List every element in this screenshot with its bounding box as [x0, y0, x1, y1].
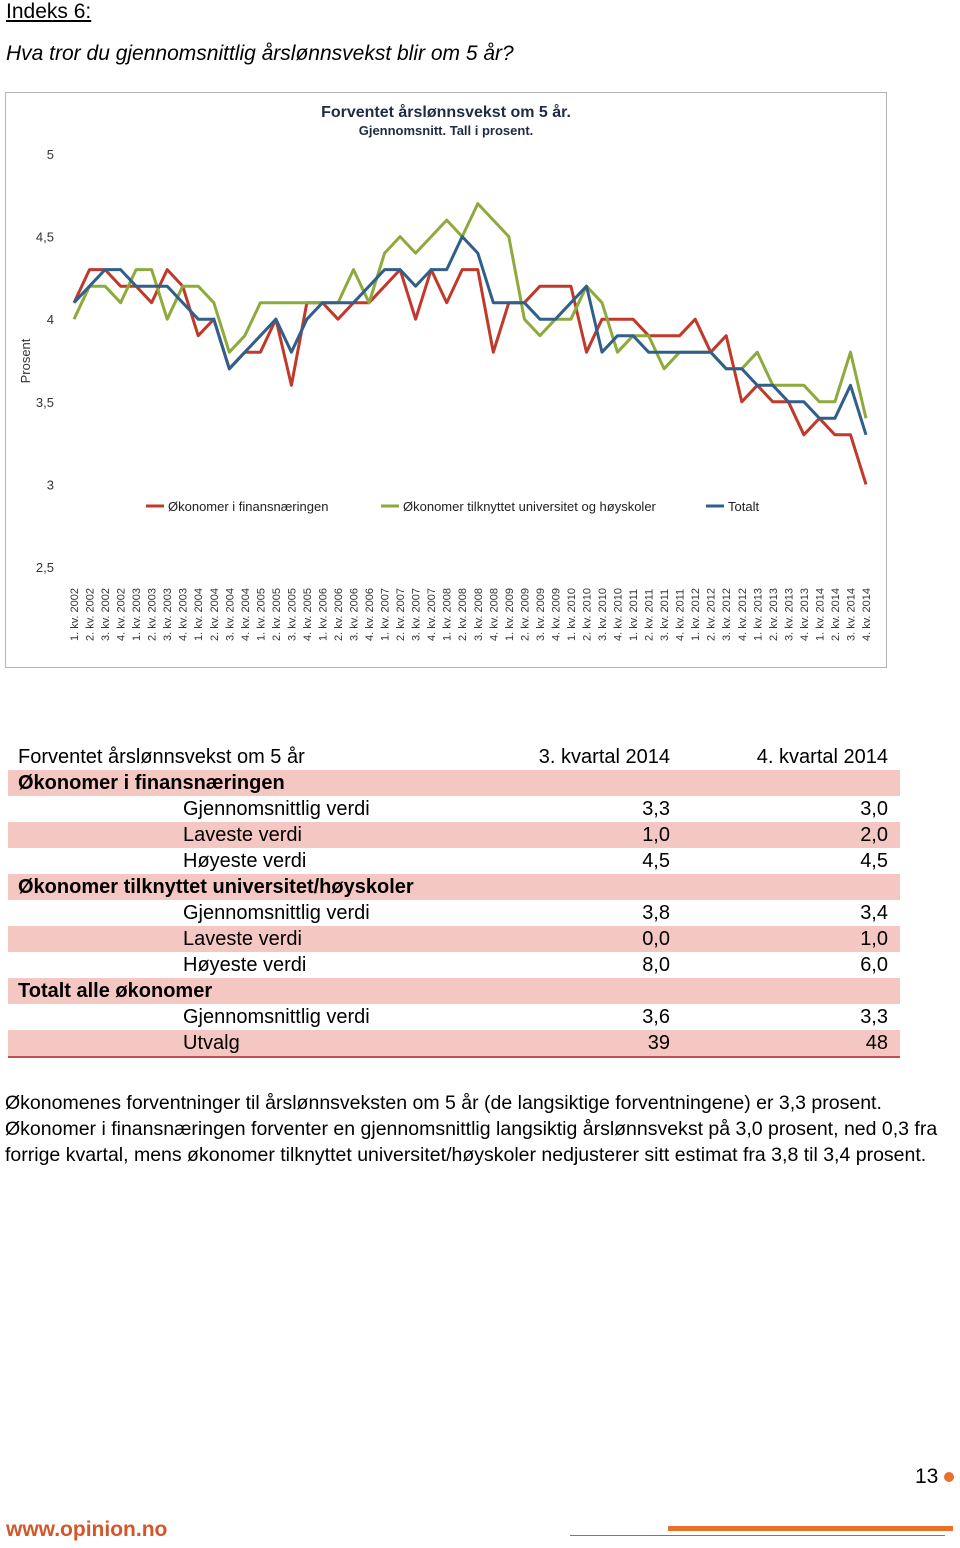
- x-tick-label: 3. kv. 2010: [597, 588, 609, 641]
- index-label: Indeks 6:: [6, 0, 92, 23]
- x-tick-label: 1. kv. 2014: [814, 588, 827, 641]
- x-tick-label: 4. kv. 2006: [364, 588, 377, 641]
- table-cell-col2: 3,4: [860, 902, 888, 924]
- table-row: [8, 926, 900, 952]
- x-tick-label: 1. kv. 2012: [690, 588, 703, 641]
- x-tick-label: 3. kv. 2013: [783, 588, 796, 641]
- x-tick-label: 3. kv. 2009: [534, 588, 547, 641]
- y-tick-label: 3: [46, 477, 54, 493]
- x-tick-label: 3. kv. 2005: [286, 588, 299, 641]
- table-header-col2: 4. kvartal 2014: [756, 746, 888, 768]
- results-table: [8, 744, 900, 1058]
- legend-label: Økonomer tilknyttet universitet og høyskoler: [403, 499, 656, 514]
- table-cell-col1: 3,8: [642, 902, 670, 924]
- x-tick-label: 2. kv. 2009: [519, 588, 532, 641]
- table-row-label: Laveste verdi: [183, 824, 302, 846]
- table-cell-col2: 6,0: [860, 954, 888, 976]
- x-tick-label: 2. kv. 2013: [767, 588, 780, 641]
- x-tick-label: 2. kv. 2008: [457, 588, 470, 641]
- table-cell-col2: 4,5: [860, 850, 888, 872]
- x-tick-label: 3. kv. 2011: [659, 588, 672, 641]
- x-tick-label: 2. kv. 2012: [705, 588, 718, 641]
- x-tick-label: 3. kv. 2008: [472, 588, 485, 641]
- x-tick-label: 4. kv. 2004: [239, 588, 252, 641]
- table-row: [8, 952, 900, 978]
- page-dot-icon: [944, 1472, 954, 1482]
- table-row-label: Høyeste verdi: [183, 954, 307, 976]
- table-row: [8, 1004, 900, 1030]
- table-row: [8, 900, 900, 926]
- x-tick-label: 1. kv. 2009: [503, 588, 516, 641]
- chart-subtitle: Gjennomsnitt. Tall i prosent.: [358, 123, 534, 138]
- footer-accent-bar: [668, 1526, 953, 1531]
- table-cell-col1: 8,0: [642, 954, 670, 976]
- x-tick-label: 2. kv. 2007: [395, 588, 408, 641]
- table-row: [8, 796, 900, 822]
- x-tick-label: 4. kv. 2010: [612, 588, 625, 641]
- x-tick-label: 3. kv. 2006: [348, 588, 361, 641]
- table-cell-col1: 4,5: [642, 850, 670, 872]
- x-tick-label: 3. kv. 2004: [224, 588, 237, 641]
- y-tick-label: 3,5: [35, 394, 54, 410]
- table-header-label: Forventet årslønnsvekst om 5 år: [18, 746, 305, 768]
- chart-frame: [5, 92, 887, 668]
- table-row: [8, 822, 900, 848]
- x-tick-label: 1. kv. 2007: [379, 588, 392, 641]
- y-tick-label: 4: [46, 312, 54, 328]
- series-line-2: [74, 237, 866, 435]
- x-tick-label: 4. kv. 2002: [115, 588, 128, 641]
- table-cell-col2: 2,0: [860, 824, 888, 846]
- x-tick-label: 1. kv. 2002: [69, 588, 81, 641]
- x-tick-label: 4. kv. 2012: [736, 588, 749, 641]
- table-row-label: Gjennomsnittlig verdi: [183, 902, 370, 924]
- question-text: Hva tror du gjennomsnittlig årslønnsvekst blir om 5 år?: [6, 42, 514, 65]
- table-cell-col1: 1,0: [642, 824, 670, 846]
- x-tick-label: 1. kv. 2006: [317, 588, 330, 641]
- x-tick-label: 1. kv. 2004: [193, 588, 206, 641]
- x-tick-label: 1. kv. 2003: [131, 588, 144, 641]
- table-row-label: Gjennomsnittlig verdi: [183, 1006, 370, 1028]
- x-tick-label: 2. kv. 2011: [643, 588, 656, 641]
- chart-title: Forventet årslønnsvekst om 5 år.: [321, 104, 571, 121]
- y-tick-label: 5: [46, 147, 54, 162]
- table-cell-col2: 3,0: [860, 798, 888, 820]
- x-tick-label: 4. kv. 2008: [488, 588, 501, 641]
- y-tick-label: 4,5: [35, 229, 54, 245]
- series-line-1: [74, 204, 866, 419]
- table-header-row: [8, 744, 900, 770]
- x-tick-label: 3. kv. 2007: [410, 588, 423, 641]
- x-tick-label: 2. kv. 2014: [829, 588, 842, 641]
- x-tick-label: 3. kv. 2003: [162, 588, 175, 641]
- x-tick-label: 2. kv. 2005: [270, 588, 283, 641]
- table-cell-col1: 0,0: [642, 928, 670, 950]
- x-tick-label: 4. kv. 2003: [177, 588, 190, 641]
- table-cell-col1: 39: [647, 1032, 670, 1054]
- x-tick-label: 4. kv. 2007: [426, 588, 439, 641]
- line-chart: [6, 93, 886, 667]
- table-cell-col2: 48: [865, 1032, 888, 1054]
- legend-label: Totalt: [728, 499, 760, 514]
- x-tick-label: 4. kv. 2014: [861, 588, 873, 641]
- x-tick-label: 3. kv. 2014: [845, 588, 858, 641]
- table-row: [8, 1030, 900, 1058]
- legend-label: Økonomer i finansnæringen: [168, 499, 329, 514]
- table-row: [8, 848, 900, 874]
- table-cell-col1: 3,3: [642, 798, 670, 820]
- x-tick-label: 4. kv. 2009: [550, 588, 563, 641]
- table-row-label: Høyeste verdi: [183, 850, 307, 872]
- x-tick-label: 1. kv. 2008: [441, 588, 454, 641]
- x-tick-label: 3. kv. 2012: [721, 588, 734, 641]
- y-axis-label: Prosent: [18, 338, 33, 384]
- x-tick-label: 2. kv. 2003: [146, 588, 159, 641]
- y-tick-label: 2,5: [35, 560, 54, 575]
- x-tick-label: 1. kv. 2005: [255, 588, 268, 641]
- table-header-col1: 3. kvartal 2014: [538, 746, 670, 768]
- table-group-row: [8, 978, 900, 1004]
- x-tick-label: 1. kv. 2013: [752, 588, 765, 641]
- x-tick-label: 2. kv. 2002: [84, 588, 97, 641]
- table-row-label: Laveste verdi: [183, 928, 302, 950]
- table-row-label: Utvalg: [183, 1032, 240, 1054]
- x-tick-label: 4. kv. 2005: [301, 588, 314, 641]
- x-tick-label: 2. kv. 2010: [581, 588, 594, 641]
- table-group-row: [8, 770, 900, 796]
- table-cell-col1: 3,6: [642, 1006, 670, 1028]
- x-tick-label: 2. kv. 2004: [208, 588, 221, 641]
- table-cell-col2: 1,0: [860, 928, 888, 950]
- page-number: 13: [915, 1465, 939, 1488]
- table-group-row: [8, 874, 900, 900]
- footer-divider: [570, 1535, 945, 1536]
- x-tick-label: 3. kv. 2002: [100, 588, 113, 641]
- table-group-label: Totalt alle økonomer: [18, 980, 213, 1002]
- x-tick-label: 2. kv. 2006: [333, 588, 345, 641]
- x-tick-label: 1. kv. 2010: [565, 588, 578, 641]
- table-group-label: Økonomer tilknyttet universitet/høyskoler: [18, 876, 414, 898]
- table-body: [8, 770, 900, 1058]
- series-line-0: [74, 270, 866, 485]
- table-row-label: Gjennomsnittlig verdi: [183, 798, 370, 820]
- x-tick-label: 4. kv. 2011: [674, 588, 687, 641]
- x-tick-label: 1. kv. 2011: [628, 588, 641, 641]
- footer-url: www.opinion.no: [6, 1518, 168, 1541]
- x-tick-label: 4. kv. 2013: [798, 588, 811, 641]
- summary-paragraph: Økonomenes forventninger til årslønnsveksten om 5 år (de langsiktige forventningene) er 3,3 prosent. Økonomer i finansnæringen forventer en gjennomsnittlig langsiktig årslønnsvekst på 3,0 prosent, ned 0,3 fra forrige kvartal, mens økonomer tilknyttet universitet/høyskoler nedjusterer sitt estimat fra 3,8 til 3,4 prosent.: [5, 1092, 938, 1166]
- table-group-label: Økonomer i finansnæringen: [18, 772, 285, 794]
- table-cell-col2: 3,3: [860, 1006, 888, 1028]
